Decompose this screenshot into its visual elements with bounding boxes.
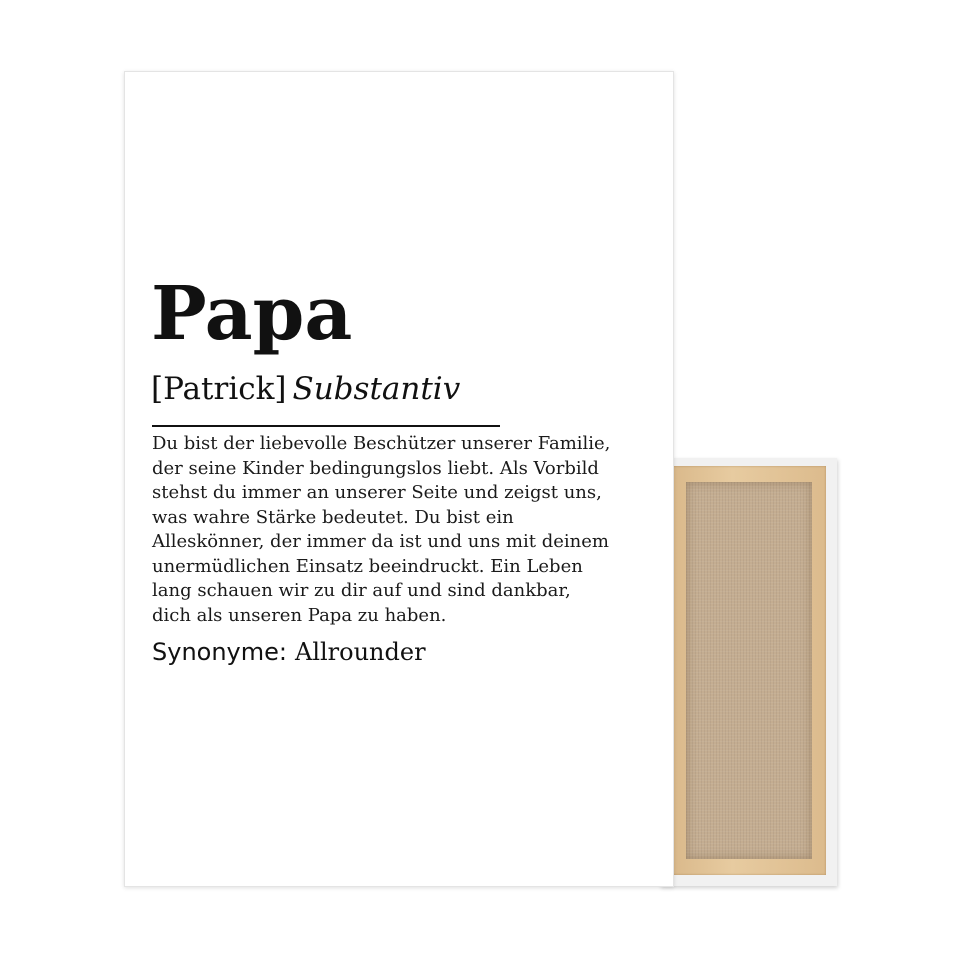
definition-text [152, 432, 672, 628]
divider-line [152, 425, 500, 427]
poster-subtitle [151, 372, 460, 406]
definition-line: dich als unseren Papa zu haben. [152, 604, 447, 626]
canvas-back-view [660, 458, 837, 886]
definition-line: was wahre Stärke bedeutet. Du bist ein [152, 506, 514, 528]
linen-canvas-back [686, 482, 812, 859]
definition-line: Alleskönner, der immer da ist und uns mit deinem [152, 531, 609, 552]
word-class: Substantiv [292, 371, 461, 407]
synonyms-value: Allrounder [294, 638, 426, 666]
definition-line: der seine Kinder bedingungslos liebt. Als Vorbild [152, 457, 599, 479]
poster-title: Papa [151, 271, 353, 357]
synonyms-label: Synonyme: [152, 638, 287, 666]
wooden-stretcher-frame [670, 466, 826, 875]
definition-line: unermüdlichen Einsatz beeindruckt. Ein Leben [152, 555, 583, 577]
definition-line: Du bist der liebevolle Beschützer unserer Familie, [152, 433, 611, 454]
personal-name: [Patrick] [151, 371, 287, 407]
poster-front [124, 71, 674, 887]
definition-line: stehst du immer an unserer Seite und zeigst uns, [152, 482, 602, 503]
synonyms [152, 639, 426, 665]
definition-line: lang schauen wir zu dir auf und sind dankbar, [152, 580, 571, 601]
